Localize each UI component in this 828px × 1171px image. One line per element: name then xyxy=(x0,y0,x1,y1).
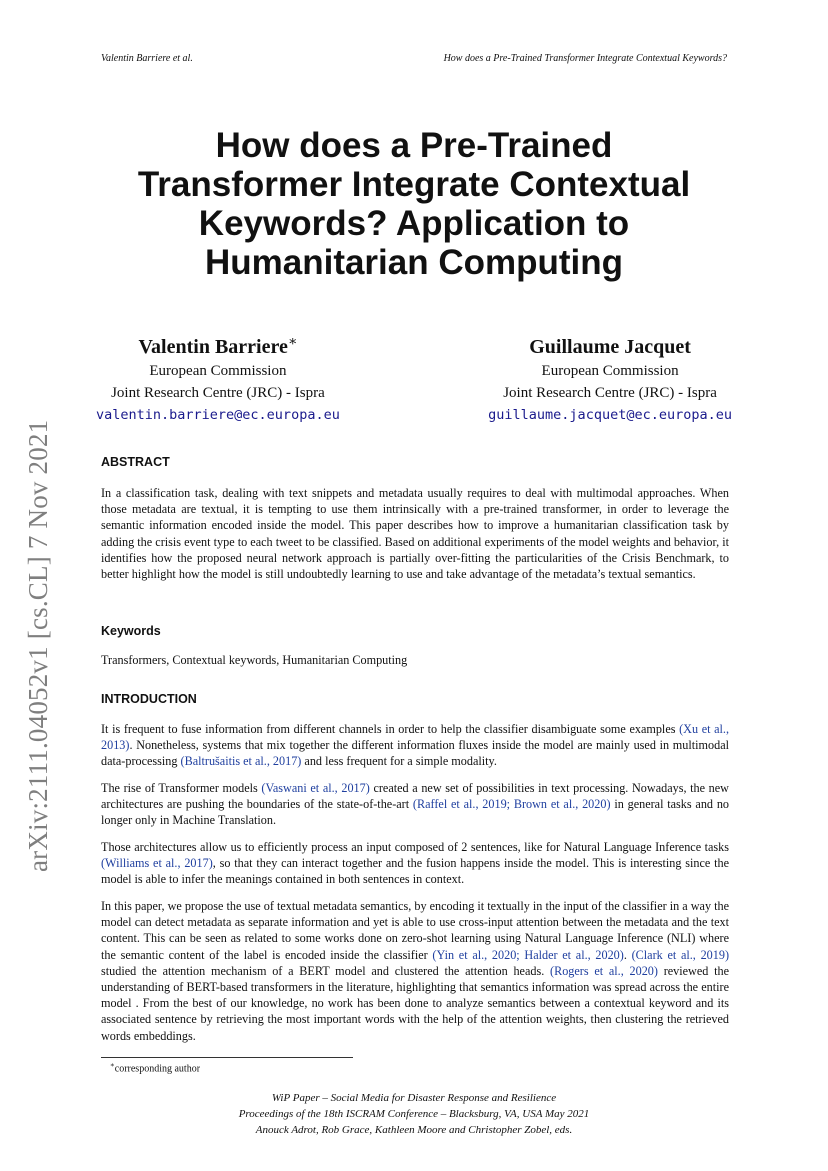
text-run: In this paper, we propose the use of textual metadata semantics, by encoding it textually in the input of the classifier in a way the model can detect metadata as separate information and yet is able to use cross-input attention between the metadata and the text content. This can be seen as related to some works done on zero-shot learning using Natural Language Inference (NLI) where the semantic content of the label is encoded inside the classifier xyxy=(101,899,729,962)
author-block xyxy=(96,334,732,426)
citation-link[interactable]: (Baltrušaitis et al., 2017) xyxy=(180,754,302,769)
footnote-divider xyxy=(101,1057,353,1058)
keywords-heading: Keywords xyxy=(101,624,161,638)
author-name-text: Valentin Barriere xyxy=(138,336,288,358)
intro-paragraph-1 xyxy=(101,721,729,770)
footer-line: WiP Paper – Social Media for Disaster Response and Resilience xyxy=(271,1092,557,1104)
keywords-text: Transformers, Contextual keywords, Humanitarian Computing xyxy=(101,653,408,667)
author-email[interactable]: guillaume.jacquet@ec.europa.eu xyxy=(488,407,732,423)
running-head-left: Valentin Barriere et al. xyxy=(101,53,193,64)
citation-link[interactable]: (Williams et al., 2017) xyxy=(101,856,213,871)
running-head xyxy=(101,53,727,64)
page-footer xyxy=(101,1090,727,1138)
citation-link[interactable]: (Raffel et al., 2019; Brown et al., 2020) xyxy=(412,797,611,812)
citation-link[interactable]: (Yin et al., 2020; Halder et al., 2020) xyxy=(432,947,624,962)
footnote-text: corresponding author xyxy=(114,1063,201,1075)
intro-paragraph-4 xyxy=(101,898,729,1044)
author-affiliation: European Commission xyxy=(541,363,679,379)
text-run: reviewed the understanding of BERT-based transformers in the literature, highlighting that semantics information was spread across the entire model . From the best of our knowledge, no work has been done to analyze semantics between a contextual keyword and its associated sentence by retrieving the most important words with the help of the attention weights, then clustering the retrieved words embeddings. xyxy=(101,963,729,1043)
arxiv-stamp: arXiv:2111.04052v1 [cs.CL] 7 Nov 2021 xyxy=(23,419,53,872)
citation-link[interactable]: (Rogers et al., 2020) xyxy=(550,963,658,978)
title-line: Transformer Integrate Contextual xyxy=(137,165,691,204)
citation-link[interactable]: (Clark et al., 2019) xyxy=(631,947,729,962)
title-line: Humanitarian Computing xyxy=(204,243,624,282)
abstract-heading: ABSTRACT xyxy=(101,455,170,469)
intro-paragraph-2 xyxy=(101,780,729,829)
text-run: It is frequent to fuse information from different channels in order to help the classifier disambiguate some examples xyxy=(101,722,680,736)
author-1 xyxy=(96,334,340,426)
author-institute: Joint Research Centre (JRC) - Ispra xyxy=(503,385,717,401)
text-run: The rise of Transformer models xyxy=(101,781,262,795)
text-run: and less frequent for a simple modality. xyxy=(301,754,497,769)
footer-line: Proceedings of the 18th ISCRAM Conference – Blacksburg, VA, USA May 2021 xyxy=(238,1108,590,1120)
text-run: . xyxy=(623,947,632,962)
abstract-text: In a classification task, dealing with text snippets and metadata usually requires to deal with multimodal approaches. When those metadata are textual, it is tempting to use them intrinsically with a pre-trained transformer, in order to leverage the semantic information encoded inside the model. This paper describes how to improve a humanitarian classification task by adding the crisis event type to each tweet to be classified. Based on additional experiments of the model weights and behavior, it identifies how the proposed neural network approach is partially over-fitting the particularities of the Crisis Benchmark, to better highlight how the model is still undoubtedly learning to use and take advantage of the metadata’s textual semantics. xyxy=(101,486,729,582)
paper-title xyxy=(80,126,748,282)
citation-link[interactable]: (Vaswani et al., 2017) xyxy=(261,781,370,795)
text-run: in general tasks and no longer only in Machine Translation. xyxy=(101,797,730,828)
author-institute: Joint Research Centre (JRC) - Ispra xyxy=(111,385,325,401)
text-run: studied the attention mechanism of a BERT model and clustered the attention heads. xyxy=(101,963,551,978)
author-name xyxy=(96,334,340,360)
title-line: How does a Pre-Trained xyxy=(215,126,613,165)
text-run: , so that they can interact together and the fusion happens inside the model. This is interesting since the model is able to infer the meanings contained in both sentences in context. xyxy=(101,856,729,887)
footnote-mark: ∗ xyxy=(110,1061,115,1069)
author-name: Guillaume Jacquet xyxy=(529,336,691,358)
author-2 xyxy=(488,334,732,426)
corresponding-mark: ∗ xyxy=(287,334,298,350)
footnote xyxy=(110,1061,200,1074)
title-line: Keywords? Application to xyxy=(198,204,630,243)
text-run: . Nonetheless, systems that mix together the different information fluxes inside the model are mainly used in multimodal data-processing xyxy=(101,738,729,769)
text-run: created a new set of possibilities in text processing. Nowadays, the new architectures are pushing the boundaries of the state-of-the-art xyxy=(101,781,729,812)
intro-paragraph-3 xyxy=(101,839,729,888)
footer-line: Anouck Adrot, Rob Grace, Kathleen Moore and Christopher Zobel, eds. xyxy=(255,1124,573,1136)
running-head-right: How does a Pre-Trained Transformer Integrate Contextual Keywords? xyxy=(443,53,727,64)
citation-link[interactable]: (Xu et al., 2013) xyxy=(101,722,729,753)
author-affiliation: European Commission xyxy=(149,363,287,379)
introduction-heading: INTRODUCTION xyxy=(101,692,197,706)
text-run: Those architectures allow us to efficiently process an input composed of 2 sentences, like for Natural Language Inference tasks xyxy=(101,840,729,854)
author-email[interactable]: valentin.barriere@ec.europa.eu xyxy=(96,407,340,423)
